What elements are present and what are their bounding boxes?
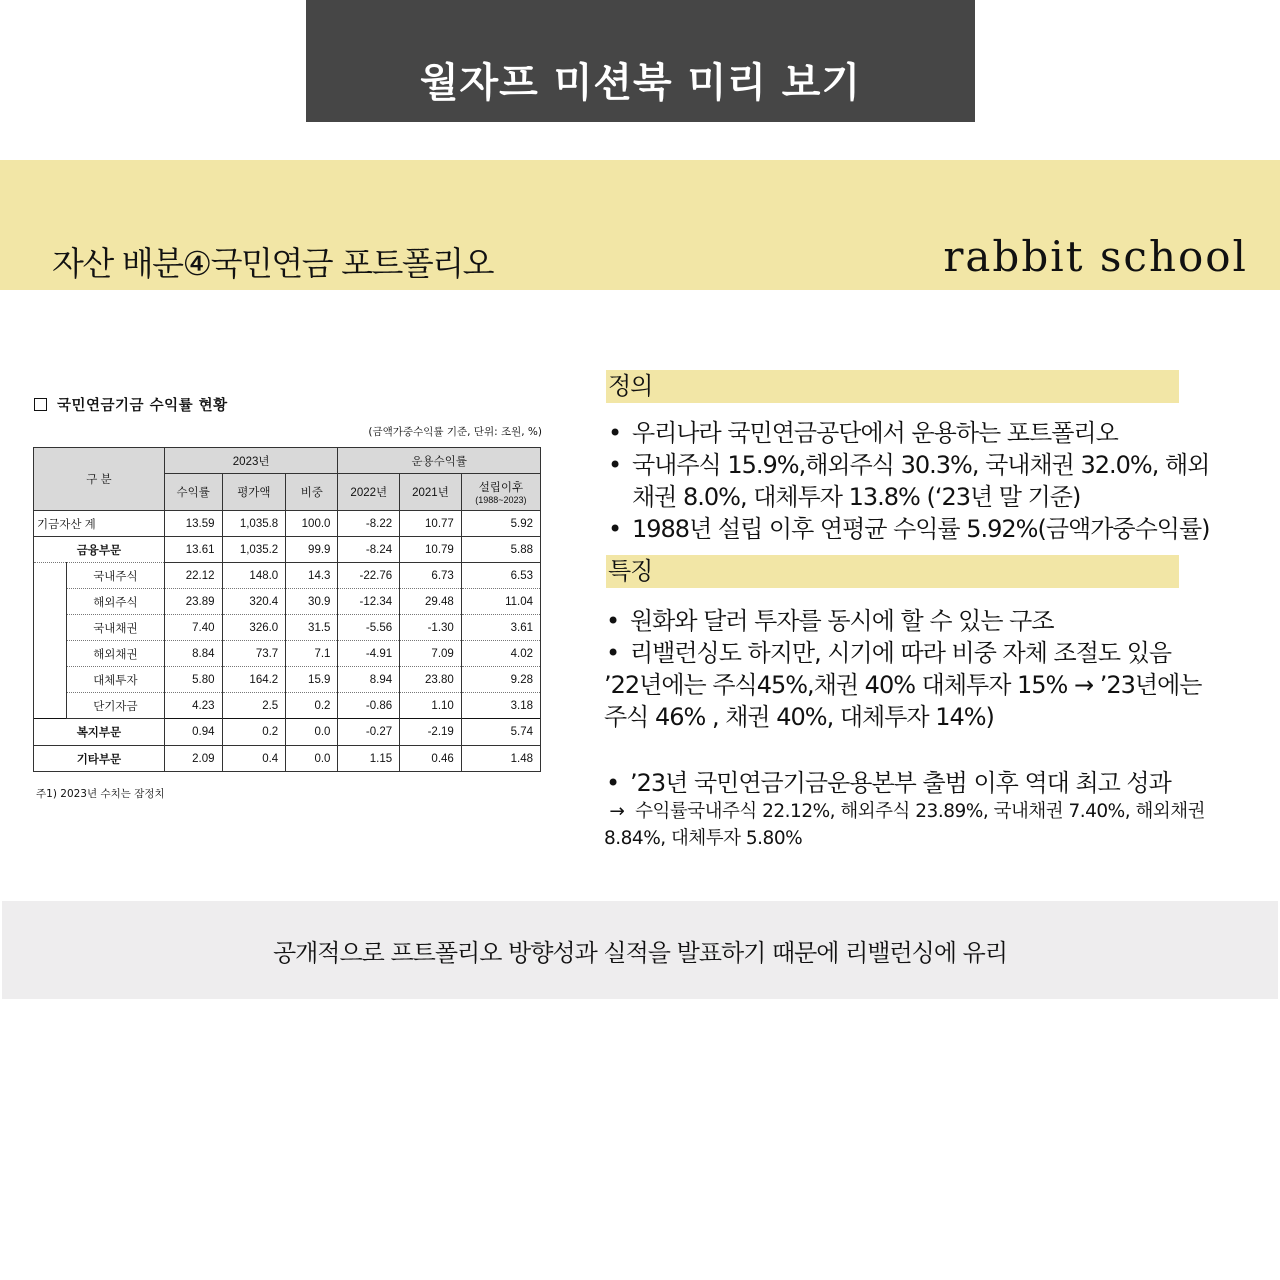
cell: 8.84 <box>164 641 222 667</box>
cell: 11.04 <box>461 589 540 615</box>
header-since-range: (1988~2023) <box>475 495 527 505</box>
table-footnote: 주1) 2023년 수치는 잠정치 <box>36 788 165 800</box>
table-row-total <box>34 511 541 537</box>
cell: -22.76 <box>338 563 400 589</box>
list-item-continuation: ’22년에는 주식45%,채권 40% 대체투자 15% → ’23년에는 <box>604 671 1202 699</box>
row-label: 기금자산 계 <box>34 511 165 537</box>
table-row-financial <box>34 537 541 563</box>
cell: 100.0 <box>286 511 338 537</box>
list-item: • 리밸런싱도 하지만, 시기에 따라 비중 자체 조절도 있음 <box>604 637 1201 669</box>
header-category: 구 분 <box>34 448 165 511</box>
cell: 0.94 <box>164 719 222 746</box>
cell: 4.02 <box>461 641 540 667</box>
cell: 7.1 <box>286 641 338 667</box>
features-list <box>604 605 1201 733</box>
cell: 3.18 <box>461 693 540 719</box>
detail-line: → 수익률국내주식 22.12%, 해외주식 23.89%, 국내채권 7.40%, 해외채권 <box>604 801 1205 822</box>
header-2022: 2022년 <box>338 474 400 511</box>
cell: 320.4 <box>222 589 286 615</box>
cell: 0.0 <box>286 746 338 772</box>
cell: 23.80 <box>400 667 462 693</box>
cell: 6.73 <box>400 563 462 589</box>
page-header-title: 월자프 미션북 미리 보기 <box>306 0 975 122</box>
list-item: • 원화와 달러 투자를 동시에 할 수 있는 구조 <box>604 605 1201 637</box>
definition-list <box>606 417 1210 545</box>
row-label: 해외채권 <box>67 641 165 667</box>
cell: 22.12 <box>164 563 222 589</box>
cell: 1,035.8 <box>222 511 286 537</box>
definition-heading: 정의 <box>606 370 1179 403</box>
row-label: 기타부문 <box>34 746 165 772</box>
cell: -5.56 <box>338 615 400 641</box>
cell: 4.23 <box>164 693 222 719</box>
header-group-returns: 운용수익률 <box>338 448 541 474</box>
cell: 23.89 <box>164 589 222 615</box>
table-unit-note: (금액가중수익률 기준, 단위: 조원, %) <box>368 426 542 438</box>
cell: 10.77 <box>400 511 462 537</box>
cell: 0.2 <box>222 719 286 746</box>
square-bullet-icon <box>34 398 47 411</box>
cell: 99.9 <box>286 537 338 563</box>
cell: 5.88 <box>461 537 540 563</box>
table-caption <box>34 394 228 415</box>
list-item: • 우리나라 국민연금공단에서 운용하는 포트폴리오 <box>606 417 1210 449</box>
cell: 1,035.2 <box>222 537 286 563</box>
features-detail <box>604 798 1274 852</box>
cell: 0.0 <box>286 719 338 746</box>
cell: 73.7 <box>222 641 286 667</box>
cell: -1.30 <box>400 615 462 641</box>
detail-line: 8.84%, 대체투자 5.80% <box>604 828 803 849</box>
cell: 148.0 <box>222 563 286 589</box>
cell: -4.91 <box>338 641 400 667</box>
header-since-label: 설립이후 <box>478 482 524 494</box>
cell: 7.40 <box>164 615 222 641</box>
list-item: • ’23년 국민연금기금운용본부 출범 이후 역대 최고 성과 <box>604 767 1171 799</box>
summary-box <box>2 901 1278 999</box>
cell: 8.94 <box>338 667 400 693</box>
cell: 164.2 <box>222 667 286 693</box>
table-row <box>34 641 541 667</box>
summary-text: 공개적으로 프트폴리오 방향성과 실적을 발표하기 때문에 리밸런싱에 유리 <box>272 938 1008 967</box>
cell: 326.0 <box>222 615 286 641</box>
row-label: 해외주식 <box>67 589 165 615</box>
indent-spacer <box>34 563 67 719</box>
cell: -0.27 <box>338 719 400 746</box>
cell: 10.79 <box>400 537 462 563</box>
cell: 2.09 <box>164 746 222 772</box>
cell: 5.80 <box>164 667 222 693</box>
cell: 1.10 <box>400 693 462 719</box>
cell: 5.74 <box>461 719 540 746</box>
cell: 1.15 <box>338 746 400 772</box>
header-return: 수익률 <box>164 474 222 511</box>
cell: 15.9 <box>286 667 338 693</box>
cell: 2.5 <box>222 693 286 719</box>
row-label: 금융부문 <box>34 537 165 563</box>
cell: 3.61 <box>461 615 540 641</box>
header-2021: 2021년 <box>400 474 462 511</box>
table-row <box>34 615 541 641</box>
list-item: • 1988년 설립 이후 연평균 수익률 5.92%(금액가중수익률) <box>606 513 1210 545</box>
list-item-continuation: 주식 46% , 채권 40%, 대체투자 14%) <box>604 703 994 731</box>
cell: 7.09 <box>400 641 462 667</box>
table-row <box>34 589 541 615</box>
cell: 5.92 <box>461 511 540 537</box>
table-row <box>34 693 541 719</box>
cell: -8.24 <box>338 537 400 563</box>
cell: 9.28 <box>461 667 540 693</box>
fund-returns-table <box>33 447 541 772</box>
cell: -12.34 <box>338 589 400 615</box>
list-item-continuation: 채권 8.0%, 대체투자 13.8% (‘23년 말 기준) <box>632 483 1081 511</box>
row-label: 국내채권 <box>67 615 165 641</box>
features-heading: 특징 <box>606 555 1179 588</box>
table-row-welfare <box>34 719 541 746</box>
features-highlight <box>604 767 1171 799</box>
table-caption-text: 국민연금기금 수익률 현황 <box>57 398 228 414</box>
table-row <box>34 667 541 693</box>
slide-title: 자산 배분④국민연금 포트폴리오 <box>52 244 493 283</box>
cell: 0.46 <box>400 746 462 772</box>
cell: 13.59 <box>164 511 222 537</box>
header-weight: 비중 <box>286 474 338 511</box>
cell: -2.19 <box>400 719 462 746</box>
table-row <box>34 563 541 589</box>
cell: 0.4 <box>222 746 286 772</box>
row-label: 국내주식 <box>67 563 165 589</box>
header-value: 평가액 <box>222 474 286 511</box>
table-row-other <box>34 746 541 772</box>
header-group-2023: 2023년 <box>164 448 338 474</box>
cell: 30.9 <box>286 589 338 615</box>
cell: 1.48 <box>461 746 540 772</box>
row-label: 복지부문 <box>34 719 165 746</box>
cell: 13.61 <box>164 537 222 563</box>
cell: 6.53 <box>461 563 540 589</box>
cell: -8.22 <box>338 511 400 537</box>
cell: 0.2 <box>286 693 338 719</box>
row-label: 대체투자 <box>67 667 165 693</box>
row-label: 단기자금 <box>67 693 165 719</box>
cell: 31.5 <box>286 615 338 641</box>
cell: 14.3 <box>286 563 338 589</box>
brand-logo-text: rabbit school <box>943 232 1248 281</box>
list-item: • 국내주식 15.9%,해외주식 30.3%, 국내채권 32.0%, 해외 <box>606 449 1210 481</box>
cell: -0.86 <box>338 693 400 719</box>
cell: 29.48 <box>400 589 462 615</box>
header-since <box>461 474 540 511</box>
